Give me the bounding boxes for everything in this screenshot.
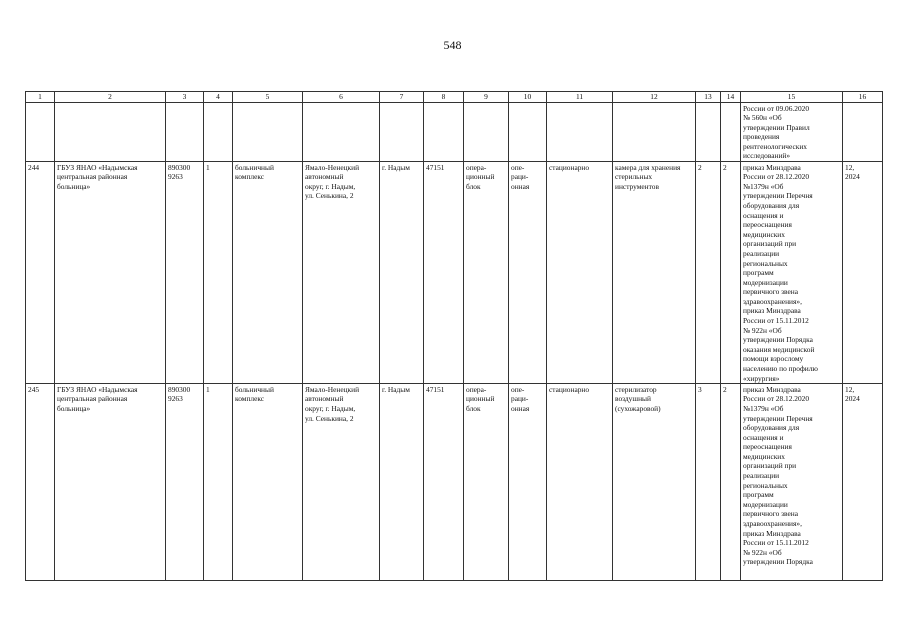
table-cell	[55, 103, 166, 162]
equipment-registry-table	[25, 91, 883, 581]
table-cell	[721, 103, 741, 162]
table-cell	[613, 103, 696, 162]
table-cell	[380, 103, 424, 162]
table-cell	[547, 103, 613, 162]
quantity-cell: 2	[696, 162, 721, 384]
inn-cell: 890300 9263	[166, 162, 204, 384]
table-cell	[843, 103, 883, 162]
inn-cell: 890300 9263	[166, 384, 204, 581]
care-type-cell: стационарно	[547, 384, 613, 581]
date-cell: 12, 2024	[843, 384, 883, 581]
table-cell	[424, 103, 464, 162]
city-cell: г. Надым	[380, 384, 424, 581]
unit-cell: опера- ционный блок	[464, 384, 509, 581]
date-cell: 12, 2024	[843, 162, 883, 384]
column-number-row	[26, 92, 883, 103]
regulatory-basis-cell: приказ Минздрава России от 28.12.2020 №1379н «Об утверждении Перечня оборудования для оснащения и переоснащения медицинских организаций при реализации региональных программ модернизации первичного звена здравоохранения», приказ Минздрава России от 15.11.2012 № 922н «Об утверждении Порядка оказания медицинской помощи взрослому населению по профилю «хирургия»	[741, 162, 843, 384]
column-header: 2	[55, 92, 166, 103]
table-row-continuation	[26, 103, 883, 162]
column-header: 9	[464, 92, 509, 103]
column-header: 16	[843, 92, 883, 103]
quantity-cell: 2	[721, 384, 741, 581]
column-header: 6	[303, 92, 380, 103]
equipment-cell: камера для хранения стерильных инструментов	[613, 162, 696, 384]
column-header: 15	[741, 92, 843, 103]
table-cell	[233, 103, 303, 162]
column-header: 14	[721, 92, 741, 103]
table-cell	[464, 103, 509, 162]
column-header: 3	[166, 92, 204, 103]
table-cell	[26, 103, 55, 162]
equipment-cell: стерилизатор воздушный (сухожаровой)	[613, 384, 696, 581]
table-cell	[696, 103, 721, 162]
oktmo-cell: 47151	[424, 384, 464, 581]
table-cell	[166, 103, 204, 162]
city-cell: г. Надым	[380, 162, 424, 384]
column-header: 13	[696, 92, 721, 103]
room-cell: опе- раци- онная	[509, 384, 547, 581]
column-header: 5	[233, 92, 303, 103]
organization-cell: ГБУЗ ЯНАО «Надымская центральная районная больница»	[55, 162, 166, 384]
facility-type-cell: больничный комплекс	[233, 162, 303, 384]
care-type-cell: стационарно	[547, 162, 613, 384]
table-cell	[509, 103, 547, 162]
room-cell: опе- раци- онная	[509, 162, 547, 384]
regulatory-basis-cell: приказ Минздрава России от 28.12.2020 №1379н «Об утверждении Перечня оборудования для оснащения и переоснащения медицинских организаций при реализации региональных программ модернизации первичного звена здравоохранения», приказ Минздрава России от 15.11.2012 № 922н «Об утверждении Порядка	[741, 384, 843, 581]
regulatory-basis-cell: России от 09.06.2020 № 560н «Об утверждении Правил проведения рентгенологических исследований»	[741, 103, 843, 162]
facility-type-cell: больничный комплекс	[233, 384, 303, 581]
column-header: 7	[380, 92, 424, 103]
unit-cell: опера- ционный блок	[464, 162, 509, 384]
organization-cell: ГБУЗ ЯНАО «Надымская центральная районная больница»	[55, 384, 166, 581]
quantity-cell: 2	[721, 162, 741, 384]
table-cell: 1	[204, 384, 233, 581]
page-number: 548	[443, 38, 462, 52]
table-cell	[204, 103, 233, 162]
table-row	[26, 384, 883, 581]
address-cell: Ямало-Ненецкий автономный округ, г. Надым, ул. Сенькина, 2	[303, 162, 380, 384]
address-cell: Ямало-Ненецкий автономный округ, г. Надым, ул. Сенькина, 2	[303, 384, 380, 581]
column-header: 8	[424, 92, 464, 103]
oktmo-cell: 47151	[424, 162, 464, 384]
column-header: 10	[509, 92, 547, 103]
quantity-cell: 3	[696, 384, 721, 581]
table-cell	[303, 103, 380, 162]
table-row	[26, 162, 883, 384]
table-cell: 1	[204, 162, 233, 384]
column-header: 11	[547, 92, 613, 103]
column-header: 1	[26, 92, 55, 103]
column-header: 12	[613, 92, 696, 103]
row-number-cell: 245	[26, 384, 55, 581]
row-number-cell: 244	[26, 162, 55, 384]
column-header: 4	[204, 92, 233, 103]
